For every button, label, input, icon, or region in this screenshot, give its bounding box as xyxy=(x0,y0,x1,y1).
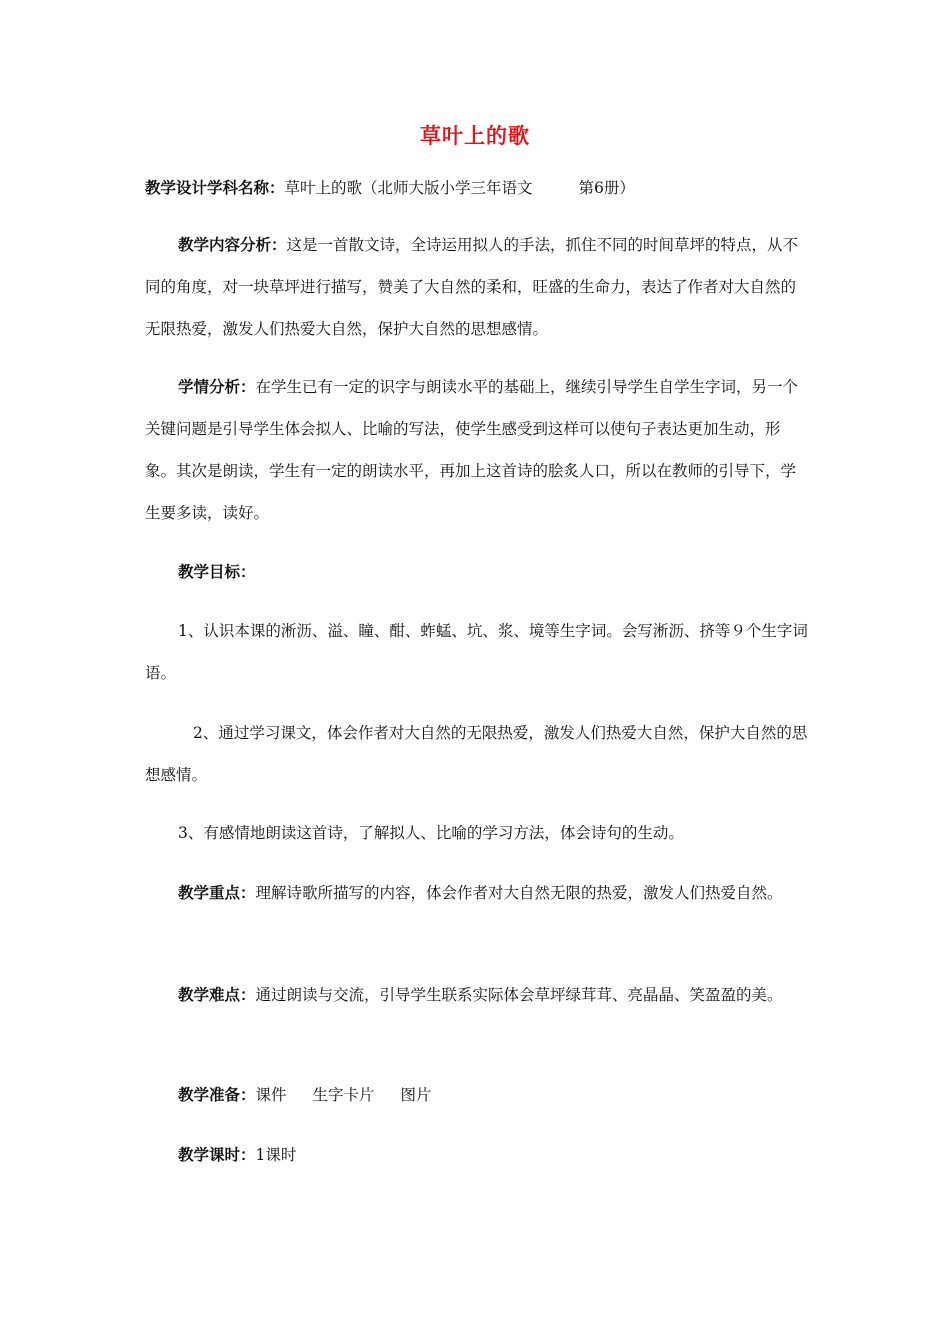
subject-line xyxy=(145,167,810,209)
content-analysis-paragraph xyxy=(145,224,810,350)
learning-analysis-label: 学情分析： xyxy=(178,378,256,396)
difficulties-paragraph xyxy=(145,974,810,1016)
subject-label: 教学设计学科名称： xyxy=(145,179,285,197)
objective-item xyxy=(145,712,810,796)
content-analysis-text: 这是一首散文诗，全诗运用拟人的手法，抓住不同的时间草坪的特点，从不同的角度，对一块草坪进行描写，赞美了大自然的柔和，旺盛的生命力，表达了作者对大自然的无限热爱，激发人们热爱大自然，保护大自然的思想感情。 xyxy=(145,236,799,338)
objective-item-2: 2、通过学习课文，体会作者对大自然的无限热爱，激发人们热爱大自然，保护大自然的思想感情。 xyxy=(145,724,808,784)
difficulties-label: 教学难点： xyxy=(178,986,256,1004)
objective-item-1: 1、认识本课的淅沥、溢、瞳、酣、蚱蜢、坑、浆、境等生字词。会写淅沥、挤等９个生字词语。 xyxy=(145,622,808,682)
learning-analysis-paragraph xyxy=(145,366,810,534)
key-points-paragraph xyxy=(145,872,810,914)
preparation-item: 生字卡片 xyxy=(312,1086,375,1104)
difficulties-text: 通过朗读与交流，引导学生联系实际体会草坪绿茸茸、亮晶晶、笑盈盈的美。 xyxy=(255,986,783,1004)
key-points-label: 教学重点： xyxy=(178,884,256,902)
preparation-item: 课件 xyxy=(255,1086,287,1104)
preparation-label: 教学准备： xyxy=(178,1086,256,1104)
objectives-label: 教学目标： xyxy=(178,563,256,581)
objective-item xyxy=(145,812,810,854)
preparation-line xyxy=(145,1074,810,1116)
document-title: 草叶上的歌 xyxy=(420,124,530,148)
subject-value: 草叶上的歌（北师大版小学三年语文 xyxy=(284,179,533,197)
subject-volume: 第6册） xyxy=(578,179,635,197)
objectives-heading xyxy=(145,551,810,593)
learning-analysis-text: 在学生已有一定的识字与朗读水平的基础上，继续引导学生自学生字词，另一个关键问题是引导学生体会拟人、比喻的写法，使学生感受到这样可以使句子表达更加生动，形象。其次是朗读，学生有一定的朗读水平，再加上这首诗的脍炙人口，所以在教师的引导下，学生要多读，读好。 xyxy=(145,378,799,522)
hours-label: 教学课时： xyxy=(178,1146,256,1164)
hours-value: 1课时 xyxy=(255,1146,297,1164)
objective-item-3: 3、有感情地朗读这首诗，了解拟人、比喻的学习方法，体会诗句的生动。 xyxy=(178,824,684,842)
content-analysis-label: 教学内容分析： xyxy=(178,236,287,254)
hours-line xyxy=(145,1134,810,1176)
key-points-text: 理解诗歌所描写的内容，体会作者对大自然无限的热爱，激发人们热爱自然。 xyxy=(255,884,783,902)
preparation-item: 图片 xyxy=(400,1086,432,1104)
objective-item xyxy=(145,610,810,694)
